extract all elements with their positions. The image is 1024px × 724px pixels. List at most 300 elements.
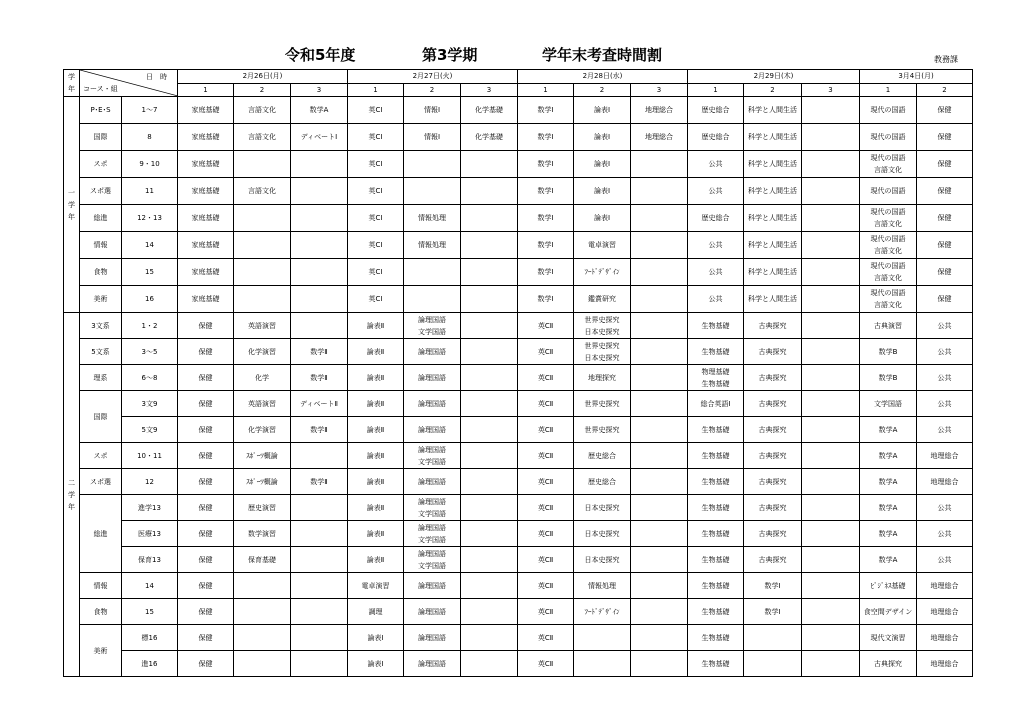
- subject-cell: [744, 417, 802, 443]
- subject-cell: [461, 313, 518, 339]
- subject-cell: [178, 339, 234, 365]
- subject-text: 生物基礎: [701, 425, 730, 434]
- subject-cell: [461, 625, 518, 651]
- subject-cell: [744, 232, 802, 259]
- subject-text: 論表Ⅰ: [593, 187, 611, 195]
- subject-cell: [348, 178, 404, 205]
- period-header: 1: [178, 83, 234, 97]
- subject-cell: [234, 625, 291, 651]
- subject-cell: [404, 521, 461, 547]
- subject-text: 数学Ⅱ: [310, 373, 328, 382]
- course-cell: 情報: [80, 573, 122, 599]
- subject-text: 英CⅡ: [537, 321, 554, 330]
- header-row-dates: [64, 70, 973, 84]
- period-header: 2: [574, 83, 631, 97]
- subject-text: 地理総合: [645, 106, 673, 114]
- subject-cell: [461, 97, 518, 124]
- subject-cell: [291, 286, 348, 313]
- subject-cell: [688, 259, 744, 286]
- subject-cell: [291, 599, 348, 625]
- subject-cell: [860, 391, 917, 417]
- subject-text: 地理探究: [588, 373, 616, 382]
- subject-text: 保健: [937, 160, 952, 168]
- subject-text: 家庭基礎: [191, 268, 220, 276]
- subject-text: 数学Ⅰ: [537, 133, 554, 141]
- subject-text: 生物基礎: [701, 451, 730, 460]
- subject-text: 生物基礎: [701, 347, 730, 356]
- subject-cell: [291, 97, 348, 124]
- course-cell: 美術: [80, 625, 122, 677]
- subject-cell: [348, 339, 404, 365]
- subject-cell: [917, 391, 973, 417]
- subject-cell: [744, 495, 802, 521]
- period-header: 2: [234, 83, 291, 97]
- subject-text: 現代の国語 言語文化: [870, 154, 906, 174]
- subject-text: 電卓演習: [588, 241, 616, 249]
- subject-cell: [860, 151, 917, 178]
- subject-cell: [518, 97, 574, 124]
- subject-text: 公共: [937, 529, 952, 538]
- subject-text: 論理国語: [418, 659, 446, 668]
- subject-text: 化学基礎: [475, 106, 503, 114]
- subject-cell: [744, 97, 802, 124]
- table-row: [64, 313, 973, 339]
- subject-cell: [178, 417, 234, 443]
- subject-cell: [461, 259, 518, 286]
- subject-text: 英CⅡ: [537, 607, 554, 616]
- subject-text: ﾌｰﾄﾞﾃﾞｻﾞｲﾝ: [584, 607, 620, 616]
- subject-cell: [631, 124, 688, 151]
- subject-text: 数学Ⅰ: [537, 106, 554, 114]
- subject-cell: [404, 365, 461, 391]
- period-header: 1: [518, 83, 574, 97]
- subject-cell: [631, 365, 688, 391]
- subject-text: 保健: [198, 555, 213, 564]
- subject-cell: [574, 469, 631, 495]
- subject-text: 古典探究: [758, 347, 787, 356]
- subject-text: 論理国語: [418, 373, 446, 382]
- subject-cell: [802, 124, 860, 151]
- subject-cell: [688, 151, 744, 178]
- subject-cell: [802, 205, 860, 232]
- subject-cell: [518, 651, 574, 677]
- subject-text: 地理総合: [930, 477, 959, 486]
- subject-cell: [461, 205, 518, 232]
- subject-cell: [860, 417, 917, 443]
- subject-text: 物理基礎 生物基礎: [701, 367, 730, 388]
- subject-cell: [860, 178, 917, 205]
- subject-cell: [631, 97, 688, 124]
- subject-text: ディベートⅡ: [300, 399, 338, 408]
- subject-text: 情報Ⅰ: [423, 133, 441, 141]
- subject-cell: [234, 205, 291, 232]
- period-header: 1: [688, 83, 744, 97]
- date-course-header: [80, 70, 178, 97]
- subject-text: 数学A: [309, 106, 329, 114]
- subject-text: 数学A: [878, 477, 898, 486]
- subject-cell: [917, 547, 973, 573]
- class-cell: 3～5: [122, 339, 178, 365]
- subject-text: 世界史探究: [584, 425, 620, 434]
- exam-timetable: [63, 69, 973, 677]
- subject-cell: [688, 625, 744, 651]
- subject-cell: [234, 521, 291, 547]
- table-row: [64, 547, 973, 573]
- subject-cell: [917, 625, 973, 651]
- subject-cell: [178, 469, 234, 495]
- subject-cell: [860, 469, 917, 495]
- subject-text: 電卓演習: [361, 581, 390, 590]
- subject-text: 公共: [937, 555, 952, 564]
- subject-cell: [178, 625, 234, 651]
- subject-cell: [860, 124, 917, 151]
- subject-text: 言語文化: [248, 133, 276, 141]
- subject-cell: [461, 443, 518, 469]
- subject-cell: [234, 365, 291, 391]
- subject-text: 論理国語: [418, 607, 446, 616]
- subject-cell: [178, 443, 234, 469]
- subject-cell: [860, 232, 917, 259]
- subject-cell: [348, 443, 404, 469]
- subject-cell: [744, 313, 802, 339]
- subject-text: 数学Ⅰ: [764, 581, 781, 590]
- subject-text: 情報Ⅰ: [423, 106, 441, 114]
- course-cell: 食物: [80, 259, 122, 286]
- subject-text: 生物基礎: [701, 581, 730, 590]
- subject-cell: [744, 391, 802, 417]
- subject-text: 数学Ⅱ: [310, 347, 328, 356]
- subject-text: 保健: [198, 633, 213, 642]
- subject-text: 論理国語: [418, 581, 446, 590]
- subject-cell: [291, 469, 348, 495]
- subject-cell: [178, 495, 234, 521]
- subject-cell: [802, 365, 860, 391]
- subject-text: 英CⅡ: [537, 373, 554, 382]
- subject-cell: [574, 625, 631, 651]
- subject-text: 古典探究: [874, 659, 902, 668]
- subject-text: 生物基礎: [701, 477, 730, 486]
- subject-cell: [860, 443, 917, 469]
- subject-text: 歴史総合: [701, 214, 730, 222]
- subject-cell: [291, 259, 348, 286]
- subject-cell: [348, 286, 404, 313]
- course-cell: スポ: [80, 443, 122, 469]
- subject-cell: [461, 495, 518, 521]
- subject-text: 現代の国語: [870, 133, 906, 141]
- subject-cell: [744, 651, 802, 677]
- subject-text: 日本史探究: [584, 503, 620, 512]
- subject-cell: [631, 391, 688, 417]
- subject-cell: [461, 391, 518, 417]
- subject-cell: [178, 151, 234, 178]
- subject-text: 保健: [937, 295, 952, 303]
- subject-cell: [688, 339, 744, 365]
- subject-cell: [688, 495, 744, 521]
- table-row: [64, 286, 973, 313]
- subject-text: 公共: [937, 321, 952, 330]
- subject-cell: [234, 286, 291, 313]
- subject-text: 言語文化: [248, 187, 276, 195]
- subject-text: ﾋﾞｼﾞﾈｽ基礎: [870, 581, 906, 590]
- subject-text: 調理: [368, 607, 383, 616]
- date-header: 3月4日(月): [860, 70, 973, 84]
- subject-cell: [404, 339, 461, 365]
- subject-cell: [518, 151, 574, 178]
- subject-cell: [234, 651, 291, 677]
- subject-text: 数学演習: [248, 529, 276, 538]
- subject-cell: [291, 547, 348, 573]
- subject-text: 科学と人間生活: [748, 295, 797, 303]
- subject-text: 科学と人間生活: [748, 187, 797, 195]
- course-cell: 国際: [80, 391, 122, 443]
- table-row: [64, 443, 973, 469]
- course-cell: スポ: [80, 151, 122, 178]
- subject-text: 論理国語 文学国語: [418, 445, 446, 466]
- subject-text: 公共: [937, 399, 952, 408]
- subject-cell: [178, 259, 234, 286]
- subject-cell: [518, 232, 574, 259]
- subject-text: 英CⅡ: [537, 581, 554, 590]
- subject-text: 地理総合: [645, 133, 673, 141]
- subject-text: 公共: [937, 373, 952, 382]
- subject-cell: [744, 286, 802, 313]
- subject-cell: [744, 259, 802, 286]
- subject-text: 世界史探究: [584, 399, 620, 408]
- subject-text: 保健: [198, 425, 213, 434]
- subject-cell: [688, 573, 744, 599]
- subject-text: 家庭基礎: [191, 241, 220, 249]
- subject-text: 英CⅠ: [368, 268, 383, 276]
- subject-cell: [744, 339, 802, 365]
- subject-cell: [802, 651, 860, 677]
- period-header: 2: [744, 83, 802, 97]
- subject-text: 保健: [198, 529, 213, 538]
- subject-text: 論表Ⅰ: [593, 133, 611, 141]
- subject-cell: [917, 521, 973, 547]
- subject-text: ディベートⅠ: [300, 133, 338, 141]
- subject-text: 科学と人間生活: [748, 241, 797, 249]
- subject-text: 公共: [937, 425, 952, 434]
- subject-cell: [234, 495, 291, 521]
- subject-text: 現代の国語 言語文化: [870, 262, 906, 282]
- subject-text: 英CⅠ: [368, 214, 383, 222]
- subject-text: 家庭基礎: [191, 187, 220, 195]
- subject-cell: [461, 599, 518, 625]
- subject-cell: [917, 232, 973, 259]
- subject-cell: [461, 547, 518, 573]
- subject-text: 保健: [937, 133, 952, 141]
- subject-cell: [688, 469, 744, 495]
- subject-cell: [178, 599, 234, 625]
- subject-text: 公共: [708, 187, 723, 195]
- subject-cell: [917, 205, 973, 232]
- grade-label: [64, 97, 80, 313]
- subject-cell: [291, 313, 348, 339]
- subject-cell: [917, 365, 973, 391]
- subject-cell: [404, 417, 461, 443]
- subject-cell: [802, 417, 860, 443]
- subject-cell: [744, 443, 802, 469]
- subject-cell: [404, 232, 461, 259]
- subject-cell: [404, 391, 461, 417]
- subject-cell: [348, 547, 404, 573]
- subject-cell: [574, 97, 631, 124]
- subject-text: 総合英語Ⅰ: [700, 399, 731, 408]
- subject-cell: [574, 313, 631, 339]
- subject-text: 現代の国語: [870, 187, 906, 195]
- subject-cell: [631, 599, 688, 625]
- subject-text: 情報処理: [418, 214, 446, 222]
- table-row: [64, 469, 973, 495]
- subject-text: 科学と人間生活: [748, 106, 797, 114]
- subject-text: 現代文演習: [870, 633, 906, 642]
- subject-text: 公共: [937, 347, 952, 356]
- subject-text: 英CⅡ: [537, 633, 554, 642]
- subject-cell: [291, 625, 348, 651]
- subject-cell: [631, 547, 688, 573]
- subject-text: 論表Ⅰ: [593, 106, 611, 114]
- subject-text: 数学Ⅰ: [764, 607, 781, 616]
- subject-cell: [860, 521, 917, 547]
- subject-text: 科学と人間生活: [748, 214, 797, 222]
- subject-text: 保健: [937, 187, 952, 195]
- subject-text: 数学A: [878, 451, 898, 460]
- grade-label: [64, 313, 80, 677]
- grade-label-text: 一 学 年: [68, 188, 75, 221]
- subject-text: 論表Ⅱ: [366, 529, 385, 538]
- subject-text: 古典探究: [758, 451, 787, 460]
- subject-cell: [461, 469, 518, 495]
- class-cell: 14: [122, 232, 178, 259]
- subject-text: 世界史探究 日本史探究: [584, 341, 620, 362]
- subject-text: 英CⅡ: [537, 503, 554, 512]
- subject-text: 論理国語: [418, 633, 446, 642]
- subject-cell: [688, 124, 744, 151]
- subject-cell: [744, 124, 802, 151]
- subject-cell: [178, 391, 234, 417]
- table-row: [64, 339, 973, 365]
- subject-cell: [744, 521, 802, 547]
- table-row: [64, 625, 973, 651]
- subject-text: 古典探究: [758, 425, 787, 434]
- period-header: 1: [348, 83, 404, 97]
- subject-text: 現代の国語 言語文化: [870, 235, 906, 255]
- title-year: 令和5年度: [285, 46, 356, 64]
- subject-cell: [574, 339, 631, 365]
- subject-text: 歴史総合: [588, 477, 616, 486]
- subject-cell: [631, 232, 688, 259]
- subject-cell: [178, 521, 234, 547]
- subject-text: 英CⅠ: [368, 295, 383, 303]
- subject-cell: [518, 469, 574, 495]
- subject-cell: [291, 205, 348, 232]
- subject-text: 現代の国語 言語文化: [870, 208, 906, 228]
- subject-cell: [631, 495, 688, 521]
- period-header: 3: [461, 83, 518, 97]
- department-label: 教務課: [934, 55, 958, 64]
- subject-text: 公共: [708, 160, 723, 168]
- subject-cell: [744, 573, 802, 599]
- table-row: [64, 97, 973, 124]
- subject-cell: [744, 599, 802, 625]
- subject-text: 英CⅡ: [537, 425, 554, 434]
- subject-cell: [917, 417, 973, 443]
- subject-text: 古典演習: [874, 321, 902, 330]
- subject-cell: [802, 151, 860, 178]
- subject-cell: [917, 443, 973, 469]
- subject-cell: [348, 205, 404, 232]
- subject-cell: [404, 151, 461, 178]
- subject-cell: [744, 151, 802, 178]
- table-row: [64, 573, 973, 599]
- course-cell: 情報: [80, 232, 122, 259]
- subject-text: 化学演習: [248, 425, 276, 434]
- subject-text: 科学と人間生活: [748, 160, 797, 168]
- subject-text: 英語演習: [248, 399, 276, 408]
- subject-text: 家庭基礎: [191, 295, 220, 303]
- header-row-periods: [64, 83, 973, 97]
- subject-cell: [234, 391, 291, 417]
- subject-text: 歴史総合: [701, 106, 730, 114]
- subject-cell: [802, 495, 860, 521]
- subject-cell: [178, 124, 234, 151]
- subject-cell: [234, 469, 291, 495]
- subject-text: 鑑賞研究: [588, 295, 616, 303]
- table-row: [64, 178, 973, 205]
- subject-text: 情報処理: [588, 581, 616, 590]
- course-header-label: コース・組: [83, 85, 118, 93]
- subject-text: 英CⅠ: [368, 106, 383, 114]
- class-cell: 保育13: [122, 547, 178, 573]
- subject-cell: [461, 651, 518, 677]
- subject-cell: [631, 313, 688, 339]
- subject-cell: [917, 651, 973, 677]
- subject-cell: [802, 599, 860, 625]
- class-cell: 9・10: [122, 151, 178, 178]
- subject-text: 生物基礎: [701, 607, 730, 616]
- subject-text: 数学Ⅰ: [537, 241, 554, 249]
- date-header: 2月29日(木): [688, 70, 860, 84]
- subject-cell: [518, 573, 574, 599]
- course-cell: 3文系: [80, 313, 122, 339]
- subject-text: 論表Ⅱ: [366, 425, 385, 434]
- subject-text: 生物基礎: [701, 659, 730, 668]
- subject-text: 論表Ⅰ: [367, 633, 384, 642]
- subject-cell: [860, 313, 917, 339]
- subject-cell: [802, 573, 860, 599]
- table-row: [64, 205, 973, 232]
- date-header: 2月26日(月): [178, 70, 348, 84]
- subject-text: ｽﾎﾟｰﾂ概論: [246, 451, 278, 460]
- subject-cell: [291, 417, 348, 443]
- subject-cell: [461, 151, 518, 178]
- subject-cell: [631, 521, 688, 547]
- subject-cell: [234, 151, 291, 178]
- subject-cell: [518, 521, 574, 547]
- subject-text: 論表Ⅱ: [366, 451, 385, 460]
- subject-text: 英CⅡ: [537, 399, 554, 408]
- subject-text: 保健: [198, 477, 213, 486]
- subject-cell: [688, 232, 744, 259]
- subject-cell: [348, 599, 404, 625]
- subject-cell: [518, 599, 574, 625]
- subject-text: 家庭基礎: [191, 106, 220, 114]
- subject-cell: [917, 573, 973, 599]
- subject-cell: [404, 651, 461, 677]
- table-row: [64, 417, 973, 443]
- subject-cell: [291, 232, 348, 259]
- subject-cell: [404, 259, 461, 286]
